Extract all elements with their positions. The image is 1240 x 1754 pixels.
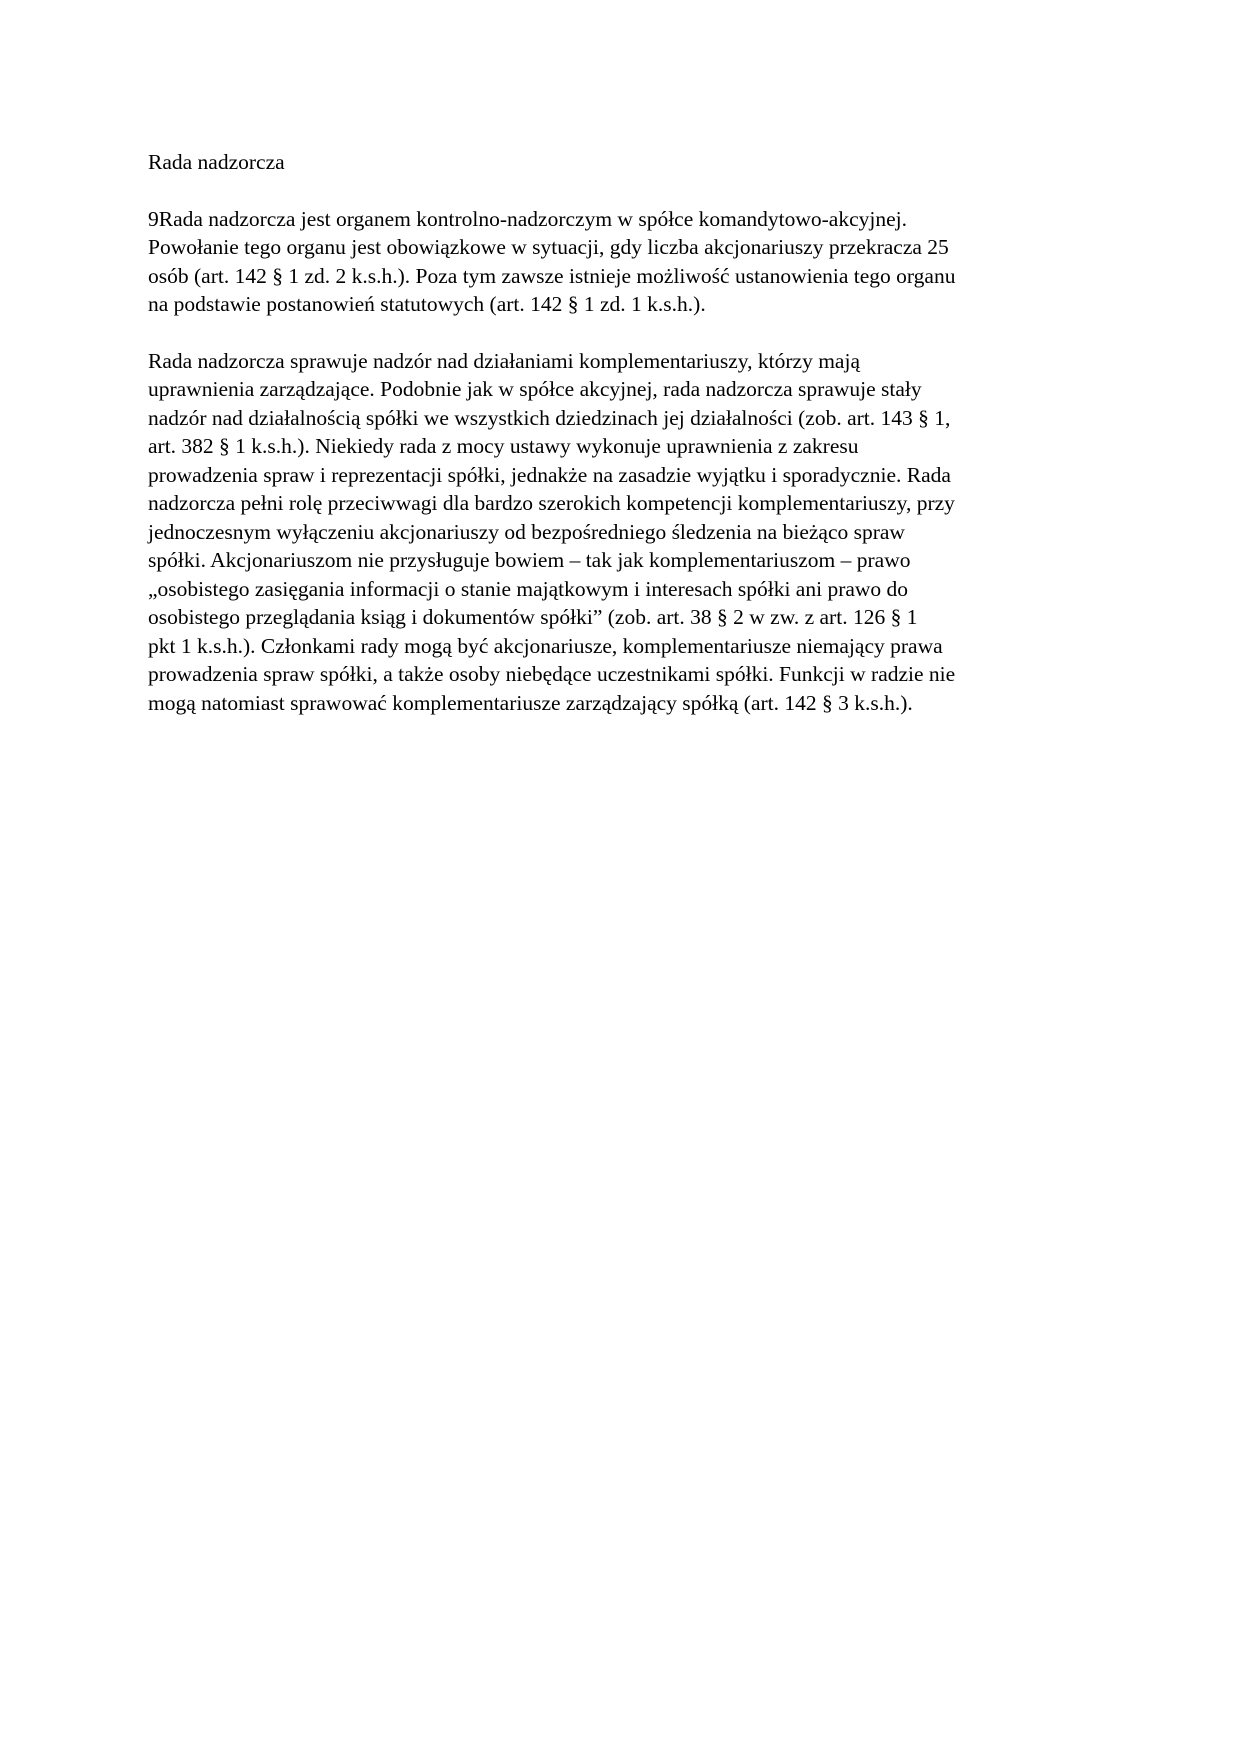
paragraph-line: mogą natomiast sprawować komplementariusze zarządzający spółką (art. 142 § 3 k.s.h.).	[148, 690, 913, 715]
paragraph-line: prowadzenia spraw i reprezentacji spółki, jednakże na zasadzie wyjątku i sporadycznie. Rada	[148, 462, 951, 487]
paragraph-line: Powołanie tego organu jest obowiązkowe w sytuacji, gdy liczba akcjonariuszy przekracza 25	[148, 235, 949, 259]
paragraph-line: 9Rada nadzorcza jest organem kontrolno-nadzorczym w spółce komandytowo-akcyjnej.	[148, 206, 908, 231]
paragraph-line: uprawnienia zarządzające. Podobnie jak w spółce akcyjnej, rada nadzorcza sprawuje stały	[148, 377, 922, 401]
paragraph-line: osobistego przeglądania ksiąg i dokumentów spółki” (zob. art. 38 § 2 w zw. z art. 126 § 1	[148, 605, 918, 629]
paragraph-line: pkt 1 k.s.h.). Członkami rady mogą być akcjonariusze, komplementariusze niemający prawa	[148, 633, 943, 658]
paragraph-line: na podstawie postanowień statutowych (art. 142 § 1 zd. 1 k.s.h.).	[148, 292, 706, 316]
paragraph-line: spółki. Akcjonariuszom nie przysługuje bowiem – tak jak komplementariuszom – prawo	[148, 548, 911, 572]
paragraph-line: nadzór nad działalnością spółki we wszystkich dziedzinach jej działalności (zob. art. 143 § 1,	[148, 405, 951, 430]
paragraph-line: prowadzenia spraw spółki, a także osoby niebędące uczestnikami spółki. Funkcji w radzie nie	[148, 662, 956, 686]
paragraph-line: osób (art. 142 § 1 zd. 2 k.s.h.). Poza tym zawsze istnieje możliwość ustanowienia tego organu	[148, 263, 956, 288]
paragraph-2	[148, 347, 1093, 718]
paragraph-line: jednoczesnym wyłączeniu akcjonariuszy od bezpośredniego śledzenia na bieżąco spraw	[148, 519, 905, 544]
paragraph-line: nadzorcza pełni rolę przeciwwagi dla bardzo szerokich kompetencji komplementariuszy, przy	[148, 491, 955, 515]
paragraph-line: „osobistego zasięgania informacji o stanie majątkowym i interesach spółki ani prawo do	[148, 576, 909, 601]
document-title: Rada nadzorcza	[148, 150, 285, 174]
paragraph-1	[148, 205, 1093, 319]
paragraph-line: art. 382 § 1 k.s.h.). Niekiedy rada z mocy ustawy wykonuje uprawnienia z zakresu	[148, 434, 859, 458]
document-body	[148, 148, 1093, 745]
paragraph-line: Rada nadzorcza sprawuje nadzór nad działaniami komplementariuszy, którzy mają	[148, 348, 860, 373]
